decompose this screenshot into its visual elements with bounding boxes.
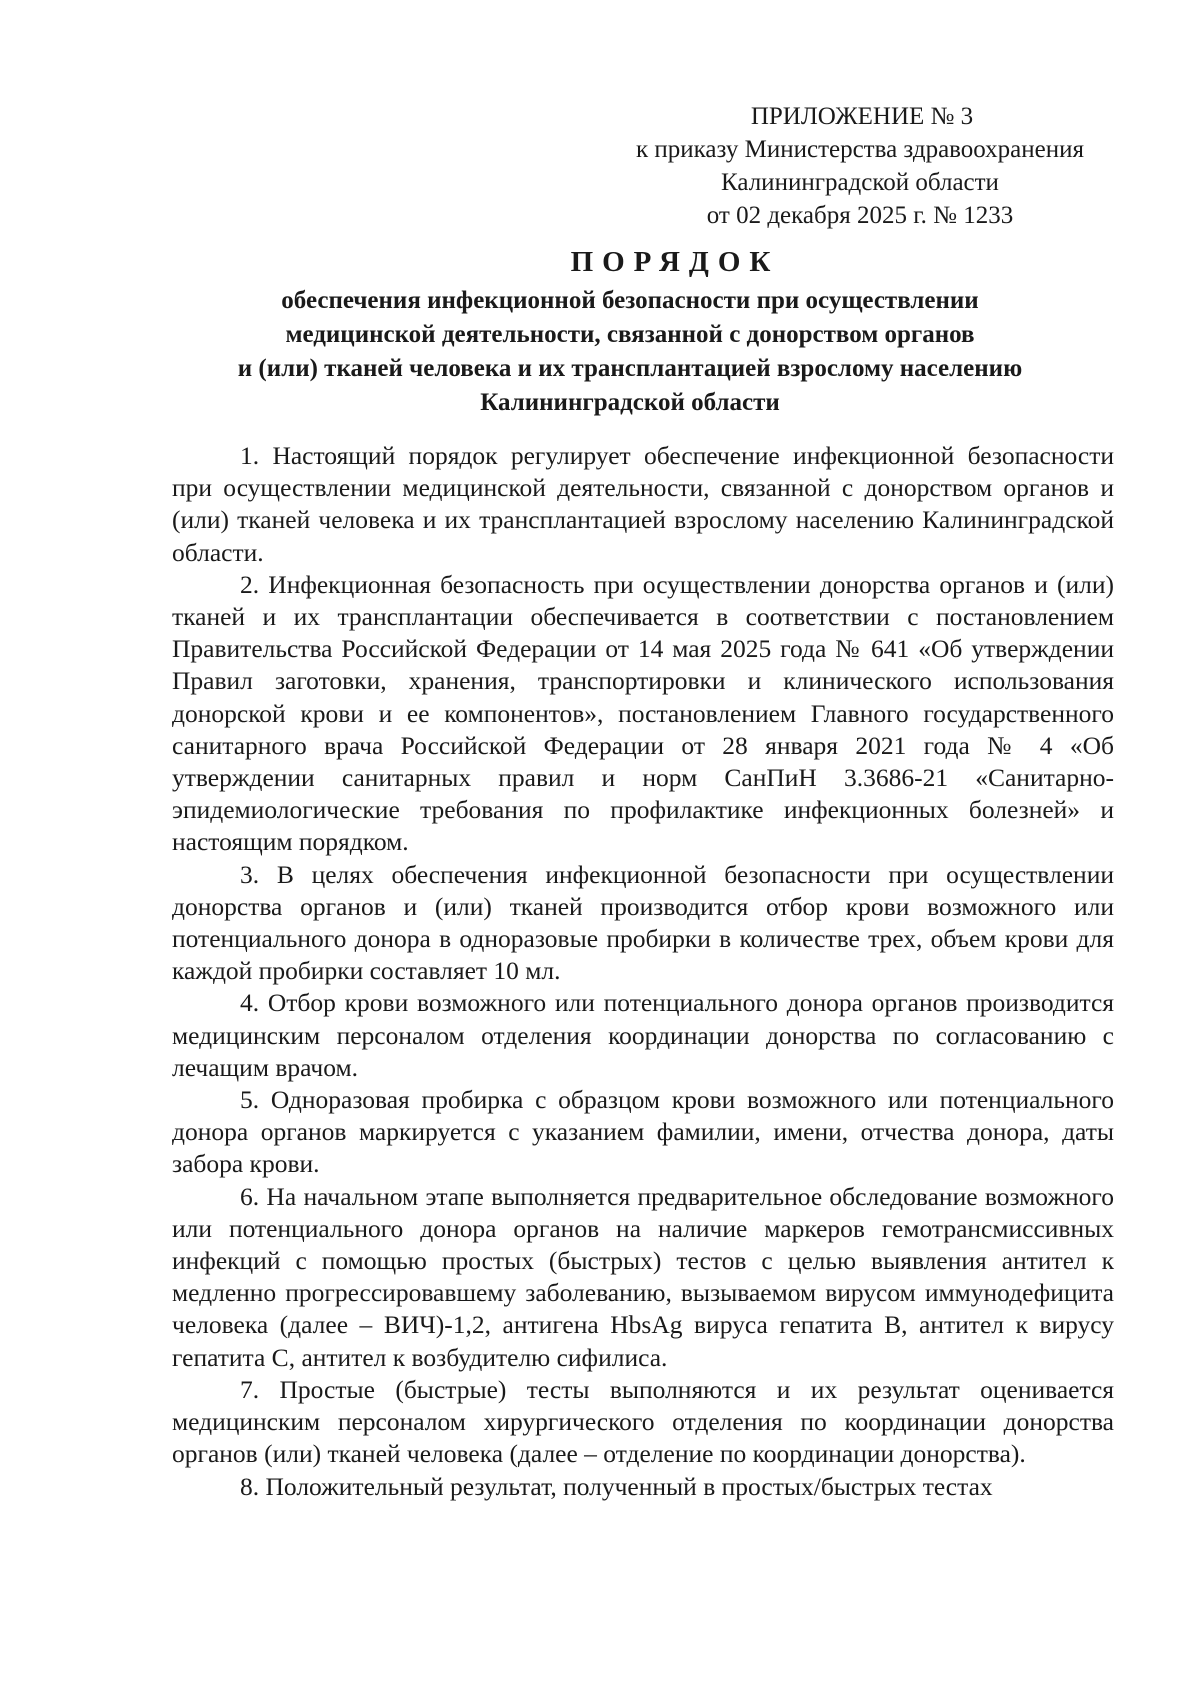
paragraph-5: 5. Одноразовая пробирка с образцом крови возможного или потенциального донора органов маркируется с указанием фамилии, имени, отчества донора, даты забора крови.: [172, 1085, 1114, 1179]
document-title: [170, 244, 1090, 420]
paragraph-4: 4. Отбор крови возможного или потенциального донора органов производится медицинским персоналом отделения координации донорства по согласованию с лечащим врачом.: [172, 988, 1114, 1082]
appendix-region: Калининградской области: [721, 169, 999, 196]
title-subtitle: [170, 284, 1090, 420]
paragraph-6: 6. На начальном этапе выполняется предварительное обследование возможного или потенциального донора органов на наличие маркеров гемотрансмиссивных инфекций с помощью простых (быстрых) тестов с целью выявления антител к медленно прогрессировавшему заболеванию, вызываемом вирусом иммунодефицита человека (далее – ВИЧ)-1,2, антигена HbsAg вируса гепатита В, антител к вирусу гепатита С, антител к возбудителю сифилиса.: [172, 1181, 1114, 1372]
appendix-date: от 02 декабря 2025 г. № 1233: [706, 202, 1014, 229]
document-body: [172, 440, 1114, 1503]
subtitle-line: медицинской деятельности, связанной с донорством органов: [285, 321, 975, 348]
title-main: ПОРЯДОК: [570, 246, 780, 278]
paragraph-2: 2. Инфекционная безопасность при осуществлении донорства органов и (или) тканей и их трансплантации обеспечивается в соответствии с постановлением Правительства Российской Федерации от 14 мая 2025 года № 641 «Об утверждении Правил заготовки, хранения, транспортировки и клинического использования донорской крови и ее компонентов», постановлением Главного государственного санитарного врача Российской Федерации от 28 января 2021 года № 4 «Об утверждении санитарных правил и норм СанПиН 3.3686-21 «Санитарно-эпидемиологические требования по профилактике инфекционных болезней» и настоящим порядком.: [172, 569, 1114, 857]
appendix-number: ПРИЛОЖЕНИЕ № 3: [750, 103, 974, 130]
paragraph-8: 8. Положительный результат, полученный в простых/быстрых тестах: [240, 1471, 993, 1501]
paragraph-7: 7. Простые (быстрые) тесты выполняются и их результат оценивается медицинским персоналом хирургического отделения по координации донорства органов (или) тканей человека (далее – отделение по координации донорства).: [172, 1374, 1114, 1469]
appendix-header: [560, 100, 1160, 232]
appendix-order-ref: к приказу Министерства здравоохранения: [635, 136, 1085, 163]
paragraph-3: 3. В целях обеспечения инфекционной безопасности при осуществлении донорства органов и (или) тканей производится отбор крови возможного или потенциального донора в одноразовые пробирки в количестве трех, объем крови для каждой пробирки составляет 10 мл.: [172, 859, 1114, 986]
subtitle-line: обеспечения инфекционной безопасности при осуществлении: [281, 287, 979, 314]
subtitle-line: и (или) тканей человека и их трансплантацией взрослому населению: [237, 355, 1023, 382]
paragraph-1: 1. Настоящий порядок регулирует обеспечение инфекционной безопасности при осуществлении медицинской деятельности, связанной с донорством органов и (или) тканей человека и их трансплантацией взрослому населению Калининградской области.: [172, 441, 1114, 567]
subtitle-line: Калининградской области: [480, 389, 780, 416]
